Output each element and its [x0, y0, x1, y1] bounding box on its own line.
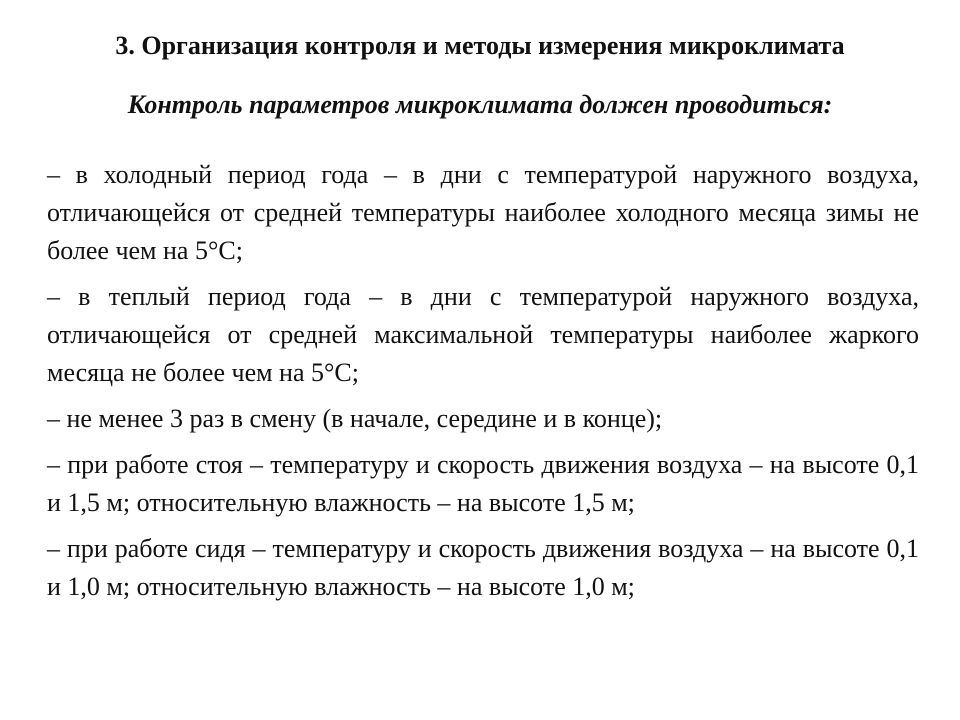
- slide-subtitle: Контроль параметров микроклимата должен проводиться:: [127, 90, 833, 119]
- slide-title: 3. Организация контроля и методы измерения микроклимата: [115, 31, 845, 60]
- list-item-cold-period: – в холодный период года – в дни с температурой наружного воздуха, отличающейся от средней температуры наиболее холодного месяца зимы не более чем на 5°С;: [47, 160, 919, 265]
- requirements-list: [47, 156, 919, 614]
- list-item-warm-period: – в теплый период года – в дни с температурой наружного воздуха, отличающейся от средней максимальной температуры наиболее жаркого месяца не более чем на 5°С;: [47, 282, 919, 387]
- list-item-frequency: – не менее 3 раз в смену (в начале, середине и в конце);: [47, 404, 663, 433]
- list-item-sitting-work: – при работе сидя – температуру и скорость движения воздуха – на высоте 0,1 и 1,0 м; относительную влажность – на высоте 1,0 м;: [47, 534, 919, 601]
- list-item-standing-work: – при работе стоя – температуру и скорость движения воздуха – на высоте 0,1 и 1,5 м; относительную влажность – на высоте 1,5 м;: [47, 450, 919, 517]
